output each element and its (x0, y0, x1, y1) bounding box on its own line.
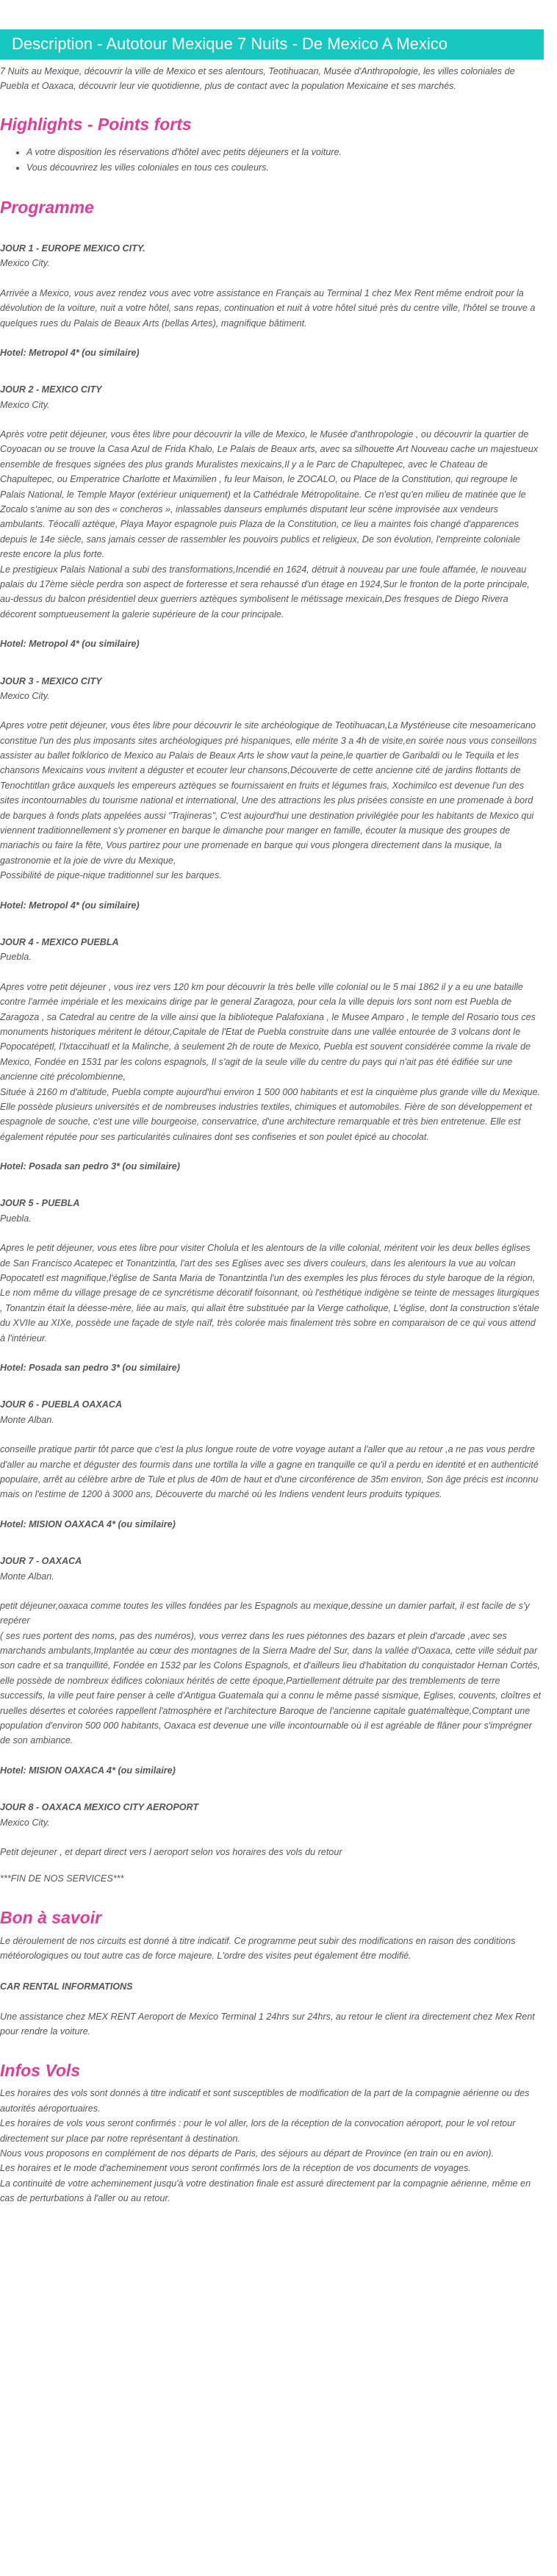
day-hotel: Hotel: Posada san pedro 3* (ou similaire) (0, 1362, 180, 1373)
day-block (0, 1196, 542, 1375)
day-hotel: Hotel: Metropol 4* (ou similaire) (0, 639, 140, 650)
day-block (0, 1800, 542, 1859)
highlight-item: • Vous découvrirez les villes coloniales en tous ces couleurs. (26, 160, 542, 175)
day-description: Apres votre petit déjeuner , vous irez vers 120 km pour découvrir la très belle ville colonial ou le 5 mai 1862 il y a eu une bataille contre l'armée impériale et les mexicains dirige par le general Zaragoza, pour cela la ville depuis lors sont nom est Puebla de Zaragoza , sa Catedral au centre de la ville ainsi que la biblioteque Palafoxiana , le Musee Amparo , le temple del Rosario tous ces monuments historiques méritent le détour,Capitale de l'Etat de Puebla construite dans une vallée entourée de 3 volcans dont le Popocatépetl, l'Ixtaccihuatl et la Malinche, à seulement 2h de route de Mexico, Puebla est souvent considérée comme la rivale de Mexico, Fondée en 1531 par les colons espagnols, Il s'agit de la seule ville du centre du pays qui n'ait pas été édifiée sur une ancienne cité précolombienne, Située à 2160 m d'altitude, Puebla compte aujourd'hui environ 1 500 000 habitants et est la cinquième plus grande ville du Mexique. Elle possède plusieurs universités et de nombreuses industries textiles, chimiques et automobiles. Fière de son développement et espagnole de souche, c'est une ville bourgeoise, conservatrice, d'une architecture remarquable et très bien entretenue. Elle est également réputée pour ses particularités culinaires dont ses confiseries et son poulet épicé au chocolat. (0, 981, 541, 1142)
highlights-title: Highlights - Points forts (0, 115, 192, 134)
day-city: Mexico City. (0, 258, 50, 269)
day-block (0, 674, 542, 913)
day-hotel: Hotel: Metropol 4* (ou similaire) (0, 900, 140, 911)
intro-text: 7 Nuits au Mexique, découvrir la ville de Mexico et ses alentours, Teotihuacan, Musée d'Anthropologie, les villes coloniales de Puebla et Oaxaca, découvrir leur vie quotidienne, plus de contact avec la population Mexicaine et ses marchés. (0, 65, 515, 91)
day-description: Arrivée a Mexico, vous avez rendez vous avec votre assistance en Français au Terminal 1 chez Mex Rent même endroit pour la dévolution de la voiture, nuit a votre hôtel, sans repas, continuation et nuit à votre hôtel situé près du centre ville, l'hôtel se trouve a quelques rues du Palais de Beaux Arts (bellas Artes), magnifique bâtiment. (0, 287, 536, 329)
programme-title: Programme (0, 198, 94, 218)
day-description: Petit dejeuner , et depart direct vers l aeroport selon vos horaires des vols du retour (0, 1846, 342, 1857)
day-title: JOUR 4 - MEXICO PUEBLA (0, 937, 119, 947)
day-description: conseille pratique partir tôt parce que c'est la plus longue route de votre voyage autant a l'aller que au retour ,a ne pas vous perdre d'aller au marche et déguster des fourmis dans une tortilla la ville a gagne en tranquille ce qu'il a perdu en identité et en authenticité populaire, arrêt au célèbre arbre de Tule et plus de 40m de haut et d'une circonférence de 35m environ, Son âge précis est inconnu mais on l'estime de 1200 à 3000 ans, Découverte du marché où les Indiens vendent leurs produits typiques. (0, 1444, 539, 1500)
day-city: Monte Alban. (0, 1414, 54, 1425)
day-city: Mexico City. (0, 1817, 50, 1828)
day-block (0, 1397, 542, 1532)
day-city: Mexico City. (0, 399, 50, 410)
day-block (0, 241, 542, 360)
highlight-item: • A votre disposition les réservations d'hôtel avec petits déjeuners et la voiture. (26, 145, 542, 159)
day-hotel: Hotel: Posada san pedro 3* (ou similaire) (0, 1161, 180, 1172)
bon-a-savoir-title: Bon à savoir (0, 1907, 102, 1927)
day-title: JOUR 3 - MEXICO CITY (0, 675, 102, 686)
programme-days (0, 241, 542, 1859)
day-hotel: Hotel: Metropol 4* (ou similaire) (0, 347, 140, 358)
bon-a-savoir-text: Le déroulement de nos circuits est donné à titre indicatif. Ce programme peut subir des modifications en raison des conditions météorologiques ou tout autre cas de force majeure. L'ordre des visites peut également être modifié. (0, 1935, 516, 1962)
car-rental-title: CAR RENTAL INFORMATIONS (0, 1981, 133, 1992)
day-block (0, 382, 542, 651)
day-city: Monte Alban. (0, 1571, 54, 1582)
day-title: JOUR 1 - EUROPE MEXICO CITY. (0, 243, 145, 254)
car-rental-text: Une assistance chez MEX RENT Aeroport de Mexico Terminal 1 24hrs sur 24hrs, au retour le client ira directement chez Mex Rent pour rendre la voiture. (0, 2011, 535, 2037)
day-hotel: Hotel: MISION OAXACA 4* (ou similaire) (0, 1518, 176, 1529)
day-hotel: Hotel: MISION OAXACA 4* (ou similaire) (0, 1765, 176, 1776)
page-title: Description - Autotour Mexique 7 Nuits - De Mexico A Mexico (0, 29, 544, 60)
day-title: JOUR 6 - PUEBLA OAXACA (0, 1399, 123, 1410)
day-description: Apres le petit déjeuner, vous etes libre pour visiter Cholula et les alentours de la ville colonial, méritent voir les deux belles églises de San Francisco Acatepec et Tonantzintla, l'art des ses Eglises avec ses divers couleurs, dans les alentours la vue au volcan Popocatetl est magnifique,l'église de Santa Maria de Tonantzintla l'un des exemples les plus féroces du style baroque de la région, Le nom même du village presage de ce syncrétisme décoratif foisonnant, où l'esthétique indigène se teinte de messages liturgiques , Tonantzin était la déesse-mère, liée au maïs, qui allait être substituée par la Vierge catholique, L'église, dont la construction s'étale du XVIIe au XIXe, possède une façade de style naïf, très colorée mais finalement très sobre en comparaison de ce qui vous attend à l'intérieur. (0, 1243, 539, 1343)
day-title: JOUR 5 - PUEBLA (0, 1198, 80, 1209)
day-city: Puebla. (0, 1213, 32, 1224)
infos-vols-text: Les horaires des vols sont donnés à titre indicatif et sont susceptibles de modification de la part de la compagnie aérienne ou des autorités aéroportuaires. Les horaires de vols vous seront confirmés : pour le vol aller, lors de la réception de la convocation aéroport, pour le vol retour directement sur place par notre représentant à destination. Nous vous proposons en complément de nos départs de Paris, des séjours au départ de Province (en train ou en avion). Les horaires et le mode d'acheminement vous seront confirmés lors de la réception de vos documents de voyages. La continuité de votre acheminement jusqu'à votre destination finale est assuré directement par la compagnie aérienne, même en cas de perturbations à l'aller ou au retour. (0, 2088, 531, 2204)
day-block (0, 1554, 542, 1778)
end-services: ***FIN DE NOS SERVICES*** (0, 1873, 124, 1884)
highlights-list (0, 145, 542, 175)
day-title: JOUR 2 - MEXICO CITY (0, 384, 102, 395)
day-block (0, 935, 542, 1174)
day-title: JOUR 7 - OAXACA (0, 1556, 82, 1567)
content (0, 64, 544, 2206)
day-description: petit déjeuner,oaxaca comme toutes les villes fondées par les Espagnols au mexique,dessine un damier parfait, il est facile de s'y repérer ( ses rues portent des noms, pas des numéros), vous verrez dans les rues piétonnes des bazars et plein d'arcade ,avec ses marchands ambulants,Implantée au cœur des montagnes de la Sierra Madre del Sur, dans la vallée d'Oaxaca, cette ville séduit par son cadre et sa tranquillité, Fondée en 1532 par les Colons Espagnols, et d'ailleurs lieu d'habitation du conquistador Hernan Cortés, elle possède de nombreux édifices coloniaux hérités de cette époque,Partiellement détruite par des tremblements de terre successifs, la ville peut faire penser à celle d'Antigua Guatemala qui a connu le même passé sismique, Eglises, couvents, cloîtres et ruelles désertes et colorées rappellent l'atmosphère et l'architecture Baroque de l'ancienne capitale guatémaltèque,Comptant une population d'environ 500 000 habitants, Oaxaca est devenue une ville incontournable où il est agréable de flâner pour s'imprégner de son ambiance. (0, 1600, 542, 1746)
day-city: Puebla. (0, 952, 32, 963)
day-title: JOUR 8 - OAXACA MEXICO CITY AEROPORT (0, 1802, 199, 1813)
infos-vols-title: Infos Vols (0, 2060, 81, 2080)
day-description: Après votre petit déjeuner, vous êtes libre pour découvrir la ville de Mexico, le Musée d'anthropologie , ou découvrir la quartier de Coyoacan ou se trouve la Casa Azul de Frida Khalo, Le Palais de Beaux arts, avec sa silhouette Art Nouveau cache un majestueux ensemble de fresques signées des plus grands Muralistes mexicains,Il y a le Parc de Chapultepec, avec le Chateau de Chapultepec, ou Emperatrice Charlotte et Maximilien , fu leur Maison, le ZOCALO, ou Place de la Constitution, qui regroupe le Palais National, le Temple Mayor (extérieur uniquement) et la Cathédrale Métropolitaine. Ce n'est qu'en milieu de matinée que le Zocalo s'anime au son des « concheros », inlassables danseurs emplumés disputant leur scène improvisée aux vendeurs ambulants. Téocalli aztèque, Playa Mayor espagnole puis Plaza de la Constitution, ce lieu a maintes fois changé d'apparences depuis le 14e siècle, sans jamais cesser de rassembler les pouvoirs publics et religieux, De son évolution, l'empreinte coloniale reste encore la plus forte. Le prestigieux Palais National a subi des transformations,Incendié en 1624, détruit à nouveau par une foule affamée, le nouveau palais du 17ème siècle perdra son aspect de forteresse et sera rehaussé d'un étage en 1924,Sur le fronton de la porte principale, au-dessus du balcon présidentiel deux guerriers aztèques symbolisent le métissage mexicain,Des fresques de Diego Rivera décorent somptueusement la galerie supérieure de la cour principale. (0, 429, 539, 620)
day-city: Mexico City. (0, 690, 50, 701)
day-description: Apres votre petit déjeuner, vous êtes libre pour découvrir le site archéologique de Teotihuacan,La Mystérieuse cite mesoamericano constitue l'un des plus imposants sites archéologiques pré hispaniques, elle mérite 3 a 4h de visite,en soirée nous vous conseillons assister au ballet folklorico de Mexico au Palais de Beaux Arts le show vaut la peine,le quartier de Garibaldi ou le Tequila et les chansons Mexicains vous invitent a déguster et ecouter leur chansons,Découverte de cette ancienne cité de jardins flottants de Tenochtitlan grâce auxquels les empereurs aztèques se fournissaient en fruits et légumes frais, Xochimilco est devenue l'un des sites incontournables du tourisme national et international, Une des attractions les plus prisées consiste en une promenade à bord de barques à fonds plats appelées aussi "Trajineras", C'est aujourd'hui une destination privilégiée pour les habitants de Mexico qui viennent traditionnellement s'y promener en barque le dimanche pour manger en famille, écouter la musique des groupes de mariachis ou faire la fête, Vous partirez pour une promenade en barque qui vous plongera directement dans la musique, la gastronomie et la joie de vivre du Mexique, Possibilité de pique-nique traditionnel sur les barques. (0, 720, 537, 881)
